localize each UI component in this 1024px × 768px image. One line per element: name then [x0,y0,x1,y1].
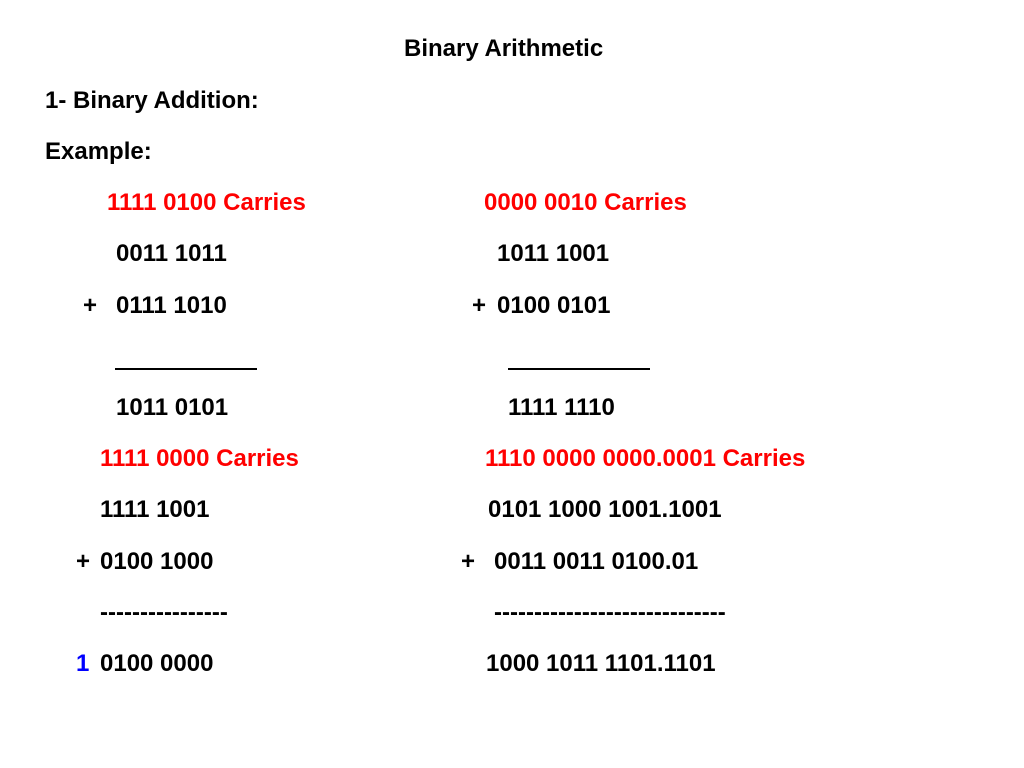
example3-overflow-bit: 1 [76,650,90,677]
example3-carries: 1111 0000 Carries [100,445,299,472]
example4-carries: 1110 0000 0000.0001 Carries [485,445,806,472]
example4-plus-sign: + [461,548,476,575]
section-heading: 1- Binary Addition: [45,87,259,114]
example1-plus-sign: + [83,292,98,319]
example-label: Example: [45,138,152,165]
example4-operand-b: 0011 0011 0100.01 [494,548,699,575]
example3-result: 0100 0000 [100,650,214,677]
example1-carries: 1111 0100 Carries [107,189,306,216]
example2-carries: 0000 0010 Carries [484,189,687,216]
example3-divider: ---------------- [100,599,228,626]
example2-operand-a: 1011 1001 [497,240,610,267]
example3-operand-a: 1111 1001 [100,496,210,523]
example4-divider: ----------------------------- [494,599,726,626]
example1-operand-b: 0111 1010 [116,292,227,319]
example1-sum-rule [115,368,257,370]
example3-plus-sign: + [76,548,91,575]
example2-operand-b: 0100 0101 [497,292,611,319]
example2-plus-sign: + [472,292,487,319]
example4-result: 1000 1011 1101.1101 [486,650,716,677]
example1-result: 1011 0101 [116,394,229,421]
example2-sum-rule [508,368,650,370]
example1-operand-a: 0011 1011 [116,240,227,267]
page-title: Binary Arithmetic [404,35,604,62]
example3-operand-b: 0100 1000 [100,548,214,575]
example4-operand-a: 0101 1000 1001.1001 [488,496,722,523]
example2-result: 1111 1110 [508,394,615,421]
